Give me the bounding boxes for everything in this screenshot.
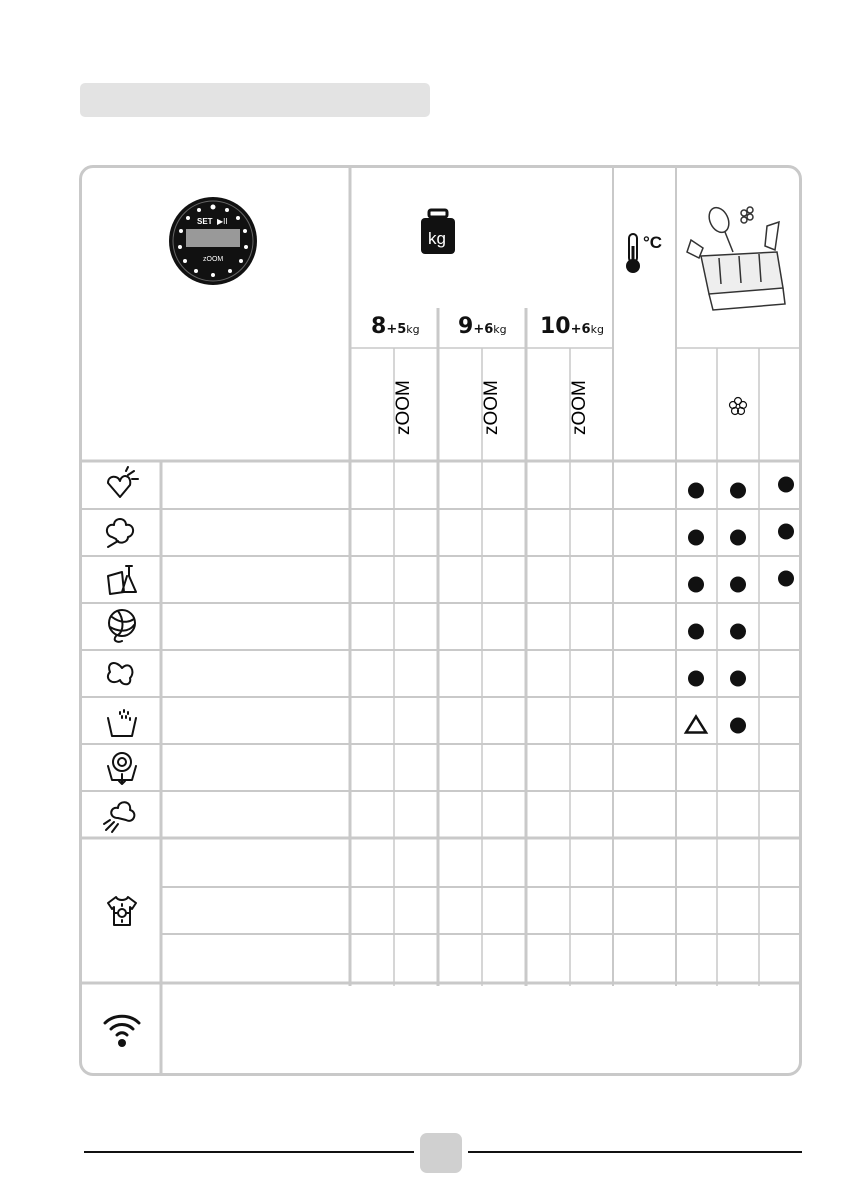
detergent-dot (688, 483, 704, 499)
detergent-dot (778, 524, 794, 540)
svg-text:▶II: ▶II (217, 217, 228, 226)
svg-text:zOOM: zOOM (393, 380, 414, 435)
section-header-bar (80, 83, 430, 117)
weight-icon (421, 210, 455, 254)
flower-icon (741, 207, 753, 223)
load-size-10: 10+6kg (540, 314, 604, 339)
svg-text:zOOM: zOOM (203, 256, 224, 263)
delicate-icon (108, 663, 133, 684)
detergent-dot (730, 483, 746, 499)
rinse-icon (108, 710, 136, 736)
detergent-dot (730, 624, 746, 640)
svg-text:zOOM: zOOM (481, 380, 502, 435)
svg-text:zOOM: zOOM (569, 380, 590, 435)
detergent-dot (688, 624, 704, 640)
detergent-dot (778, 477, 794, 493)
detergent-dot (688, 530, 704, 546)
stain-icon (108, 467, 138, 497)
cotton-icon (107, 519, 133, 547)
footer-line-left (84, 1151, 414, 1153)
spin-drain-icon (108, 753, 136, 784)
mixed-icon (108, 566, 136, 594)
footer-line-right (468, 1151, 802, 1153)
steam-icon (104, 802, 134, 832)
softener-flower-icon (730, 398, 747, 415)
load-size-8: 8+5kg (371, 314, 420, 339)
detergent-dot (730, 530, 746, 546)
detergent-dot (730, 671, 746, 687)
temperature-unit: °C (643, 233, 663, 252)
svg-text:SET: SET (197, 217, 213, 226)
zoom-column-label-9 (480, 375, 504, 435)
load-size-9: 9+6kg (458, 314, 507, 339)
table-grid (82, 168, 805, 1079)
zoom-column-label-8 (392, 375, 416, 435)
detergent-drawer-icon (687, 204, 785, 310)
detergent-dot (730, 577, 746, 593)
program-table (79, 165, 802, 1076)
detergent-dot (688, 577, 704, 593)
detergent-dot (688, 671, 704, 687)
detergent-triangle (686, 717, 706, 733)
page-number-box (420, 1133, 462, 1173)
shirt-sun-icon (108, 897, 136, 925)
wifi-icon (105, 1016, 139, 1047)
wool-icon (109, 610, 135, 642)
thermometer-icon (626, 234, 640, 273)
detergent-marks (686, 477, 794, 734)
detergent-dot (730, 718, 746, 734)
control-panel-icon (169, 197, 257, 285)
zoom-column-label-10 (568, 375, 592, 435)
detergent-dot (778, 571, 794, 587)
svg-text:kg: kg (428, 229, 446, 248)
